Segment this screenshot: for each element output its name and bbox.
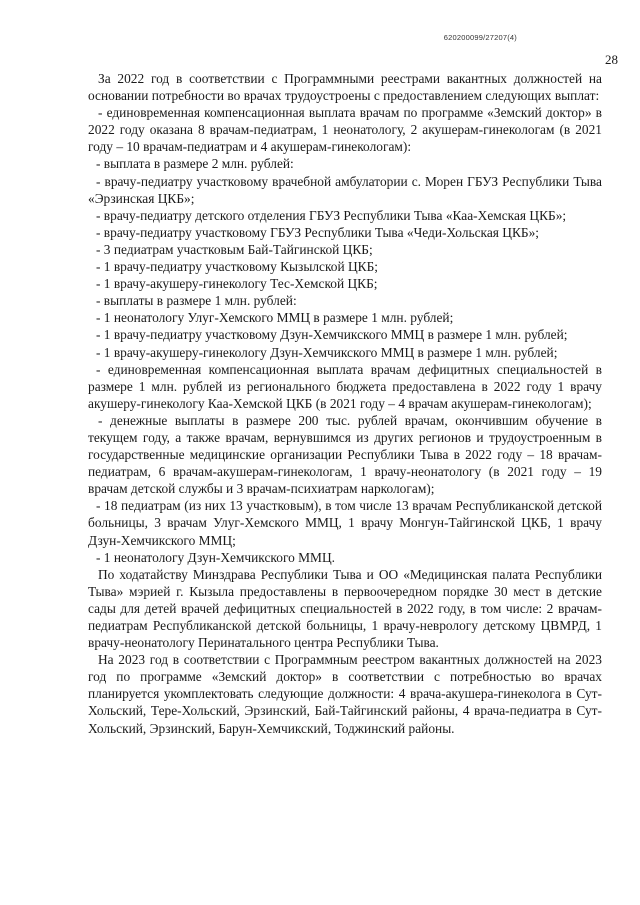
list-item: - врачу-педиатру участковому ГБУЗ Республики Тыва «Чеди-Хольская ЦКБ»; — [96, 224, 540, 240]
list-item: - 3 педиатрам участковым Бай-Тайгинской ЦКБ; — [96, 241, 373, 257]
list-item: - 18 педиатрам (из них 13 участковым), в том числе 13 врачам Республиканской детской больницы, 3 врачам Улуг-Хемского ММЦ, 1 врачу Монгун-Тайгинской ЦКБ, 1 врачу Дзун-Хемчикского ММЦ; — [88, 498, 602, 548]
list-item: - 1 врачу-акушеру-гинекологу Тес-Хемской ЦКБ; — [96, 276, 378, 292]
list-item: - 1 врачу-педиатру участковому Кызылской ЦКБ; — [96, 259, 379, 275]
paragraph-intro: За 2022 год в соответствии с Программными реестрами вакантных должностей на основании потребности во врачах трудоустроены с предоставлением следующих выплат: — [88, 71, 602, 104]
list-item: - 1 врачу-акушеру-гинекологу Дзун-Хемчикского ММЦ в размере 1 млн. рублей; — [96, 344, 558, 360]
list-item: - врачу-педиатру детского отделения ГБУЗ Республики Тыва «Каа-Хемская ЦКБ»; — [96, 207, 567, 223]
list-item: - 1 неонатологу Улуг-Хемского ММЦ в размере 1 млн. рублей; — [96, 310, 454, 326]
paragraph-2023-plan: На 2023 год в соответствии с Программным реестром вакантных должностей на 2023 год по программе «Земский доктор» в соответствии с потребностью во врачах планируется укомплектовать следующие должности: 4 врача-акушера-гинеколога в Сут-Хольский, Тере-Хольский, Эрзинский, Бай-Тайгинский районы, 4 врача-педиатра в Сут-Хольский, Эрзинский, Барун-Хемчикский, Тоджинский районы. — [88, 652, 602, 736]
paragraph-zemsky-doctor-payment: - единовременная компенсационная выплата врачам по программе «Земский доктор» в 2022 году оказана 8 врачам-педиатрам, 1 неонатологу, 2 акушерам-гинекологам (в 2021 году – 10 врачам-педиатрам и 4 акушерам-гинекологам): — [88, 105, 602, 155]
page-number: 28 — [605, 52, 618, 67]
document-body — [88, 70, 602, 737]
list-item: - 1 врачу-педиатру участковому Дзун-Хемчикского ММЦ в размере 1 млн. рублей; — [96, 327, 568, 343]
list-item: - выплаты в размере 1 млн. рублей: — [96, 293, 297, 309]
document-registration-code: 620200099/27207(4) — [443, 33, 517, 42]
paragraph-kindergarten-places: По ходатайству Минздрава Республики Тыва и ОО «Медицинская палата Республики Тыва» мэрией г. Кызыла предоставлены в первоочередном порядке 30 мест в детские сады для детей врачей дефицитных специальностей в 2022 году, в том числе: 2 врачам-педиатрам Республиканской детской больницы, 1 врачу-неврологу детскому ЦВМРД, 1 врачу-неонатологу Перинатального центра Республики Тыва. — [88, 566, 602, 651]
list-item: - выплата в размере 2 млн. рублей: — [96, 156, 294, 172]
list-item: - 1 неонатологу Дзун-Хемчикского ММЦ. — [96, 549, 335, 565]
paragraph-200k-payments: - денежные выплаты в размере 200 тыс. рублей врачам, окончившим обучение в текущем году, а также врачам, вернувшимся из других регионов и трудоустроенным в государственные медицинские организации Республики Тыва в 2022 году – 18 врачам-педиатрам, 6 врачам-акушерам-гинекологам, 1 врачу-неонатологу (в 2021 году – 19 врачам детской службы и 3 врачам-психиатрам наркологам); — [88, 412, 602, 497]
paragraph-deficit-specialty-payment: - единовременная компенсационная выплата врачам дефицитных специальностей в размере 1 млн. рублей из регионального бюджета предоставлена в 2022 году 1 врачу акушеру-гинекологу Каа-Хемской ЦКБ (в 2021 году – 4 врачам акушерам-гинекологам); — [88, 361, 602, 411]
list-item: - врачу-педиатру участковому врачебной амбулатории с. Морен ГБУЗ Республики Тыва «Эрзинская ЦКБ»; — [88, 173, 602, 206]
